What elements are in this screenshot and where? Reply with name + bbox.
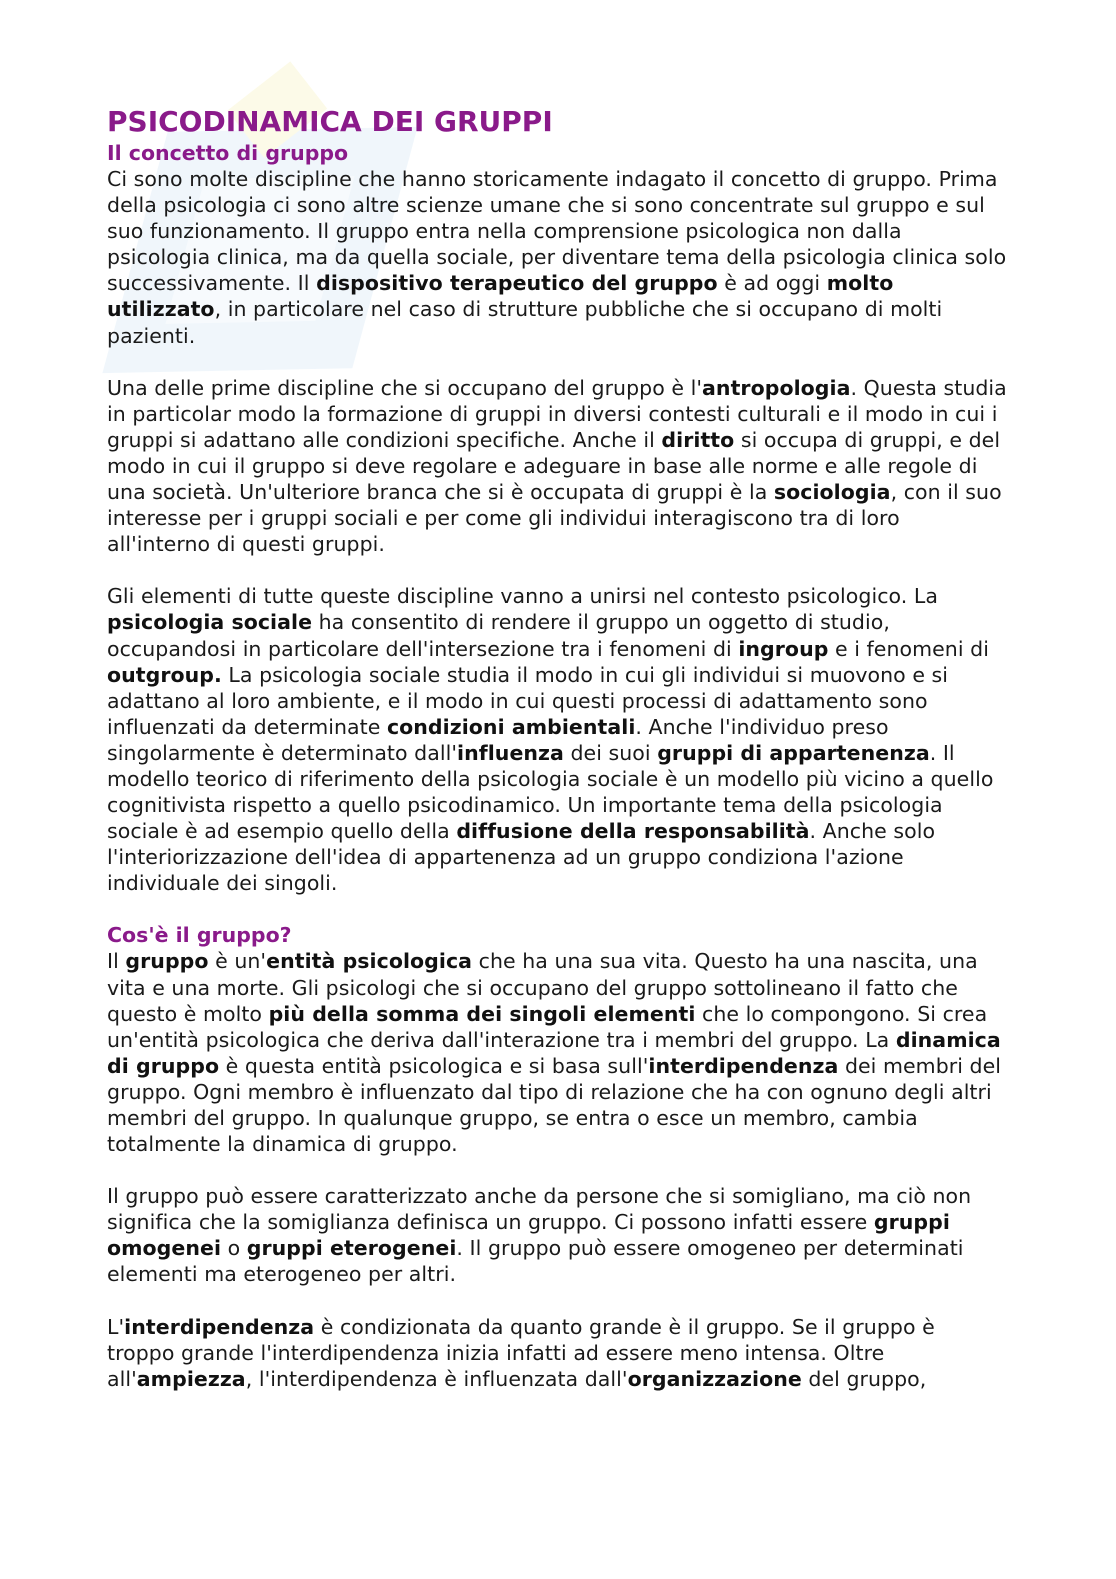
section-heading: Cos'è il gruppo?	[107, 923, 292, 948]
paragraph-spacer	[107, 557, 1007, 583]
bold-term: outgroup.	[107, 662, 222, 687]
paragraph-spacer	[107, 1288, 1007, 1314]
paragraph: Una delle prime discipline che si occupano del gruppo è l'antropologia. Questa studia in particolar modo la formazione di gruppi in diversi contesti culturali e il modo in cui i gruppi si adattano alle condizioni specifiche. Anche il diritto si occupa di gruppi, e del modo in cui il gruppo si deve regolare e adeguare in base alle norme e alle regole di una società. Un'ulteriore branca che si è occupata di gruppi è la sociologia, con il suo interesse per i gruppi sociali e per come gli individui interagiscono tra di loro all'interno di questi gruppi.	[107, 375, 1007, 557]
paragraph: Ci sono molte discipline che hanno storicamente indagato il concetto di gruppo. Prima della psicologia ci sono altre scienze umane che si sono concentrate sul gruppo e sul suo funzionamento. Il gruppo entra nella comprensione psicologica non dalla psicologia clinica, ma da quella sociale, per diventare tema della psicologia clinica solo successivamente. Il dispositivo terapeutico del gruppo è ad oggi molto utilizzato, in particolare nel caso di strutture pubbliche che si occupano di molti pazienti.	[107, 167, 1007, 348]
paragraph: Il gruppo può essere caratterizzato anche da persone che si somigliano, ma ciò non significa che la somiglianza definisca un gruppo. Ci possono infatti essere gruppi omogenei o gruppi eterogenei. Il gruppo può essere omogeneo per determinati elementi ma eterogeneo per altri.	[107, 1184, 972, 1287]
bold-term: ingroup	[738, 636, 829, 661]
bold-term: sociologia	[773, 480, 891, 505]
paragraph: Il gruppo è un'entità psicologica che ha una sua vita. Questo ha una nascita, una vita e una morte. Gli psicologi che si occupano del gruppo sottolineano il fatto che questo è molto più della somma dei singoli elementi che lo compongono. Si crea un'entità psicologica che deriva dall'interazione tra i membri del gruppo. La dinamica di gruppo è questa entità psicologica e si basa sull'interdipendenza dei membri del gruppo. Ogni membro è influenzato dal tipo di relazione che ha con ognuno degli altri membri del gruppo. In qualunque gruppo, se entra o esce un membro, cambia totalmente la dinamica di gruppo.	[107, 949, 1002, 1157]
bold-term: gruppi omogenei	[107, 1210, 950, 1261]
bold-term: interdipendenza	[648, 1053, 839, 1078]
bold-term: gruppi eterogenei	[246, 1236, 457, 1261]
section-spacer	[107, 896, 1007, 922]
bold-term: più della somma dei singoli elementi	[268, 1001, 696, 1026]
document-page	[107, 104, 1007, 1392]
page-title: PSICODINAMICA DEI GRUPPI	[107, 105, 553, 138]
bold-term: gruppi di appartenenza	[657, 740, 930, 765]
bold-term: ampiezza	[136, 1366, 246, 1391]
document-body	[107, 140, 1007, 1392]
bold-term: entità psicologica	[266, 949, 473, 974]
bold-term: antropologia	[702, 375, 851, 400]
paragraph-spacer	[107, 349, 1007, 375]
bold-term: gruppo	[125, 949, 209, 974]
bold-term: diritto	[661, 427, 735, 452]
bold-term: molto utilizzato	[107, 271, 894, 322]
bold-term: dispositivo terapeutico del gruppo	[316, 271, 718, 296]
bold-term: condizioni ambientali	[386, 714, 636, 739]
paragraph-spacer	[107, 1157, 1007, 1183]
bold-term: influenza	[457, 740, 564, 765]
bold-term: interdipendenza	[124, 1314, 315, 1339]
bold-term: dinamica di gruppo	[107, 1027, 1001, 1078]
section-heading: Il concetto di gruppo	[107, 141, 349, 165]
paragraph: L'interdipendenza è condizionata da quanto grande è il gruppo. Se il gruppo è troppo grande l'interdipendenza inizia infatti ad essere meno intensa. Oltre all'ampiezza, l'interdipendenza è influenzata dall'organizzazione del gruppo,	[107, 1314, 935, 1391]
paragraph: Gli elementi di tutte queste discipline vanno a unirsi nel contesto psicologico. La psicologia sociale ha consentito di rendere il gruppo un oggetto di studio, occupandosi in particolare dell'intersezione tra i fenomeni di ingroup e i fenomeni di outgroup. La psicologia sociale studia il modo in cui gli individui si muovono e si adattano al loro ambiente, e il modo in cui questi processi di adattamento sono influenzati da determinate condizioni ambientali. Anche l'individuo preso singolarmente è determinato dall'influenza dei suoi gruppi di appartenenza. Il modello teorico di riferimento della psicologia sociale è un modello più vicino a quello cognitivista rispetto a quello psicodinamico. Un importante tema della psicologia sociale è ad esempio quello della diffusione della responsabilità. Anche solo l'interiorizzazione dell'idea di appartenenza ad un gruppo condiziona l'azione individuale dei singoli.	[107, 584, 994, 896]
bold-term: diffusione della responsabilità	[456, 819, 810, 844]
bold-term: organizzazione	[627, 1366, 802, 1391]
bold-term: psicologia sociale	[107, 610, 313, 635]
